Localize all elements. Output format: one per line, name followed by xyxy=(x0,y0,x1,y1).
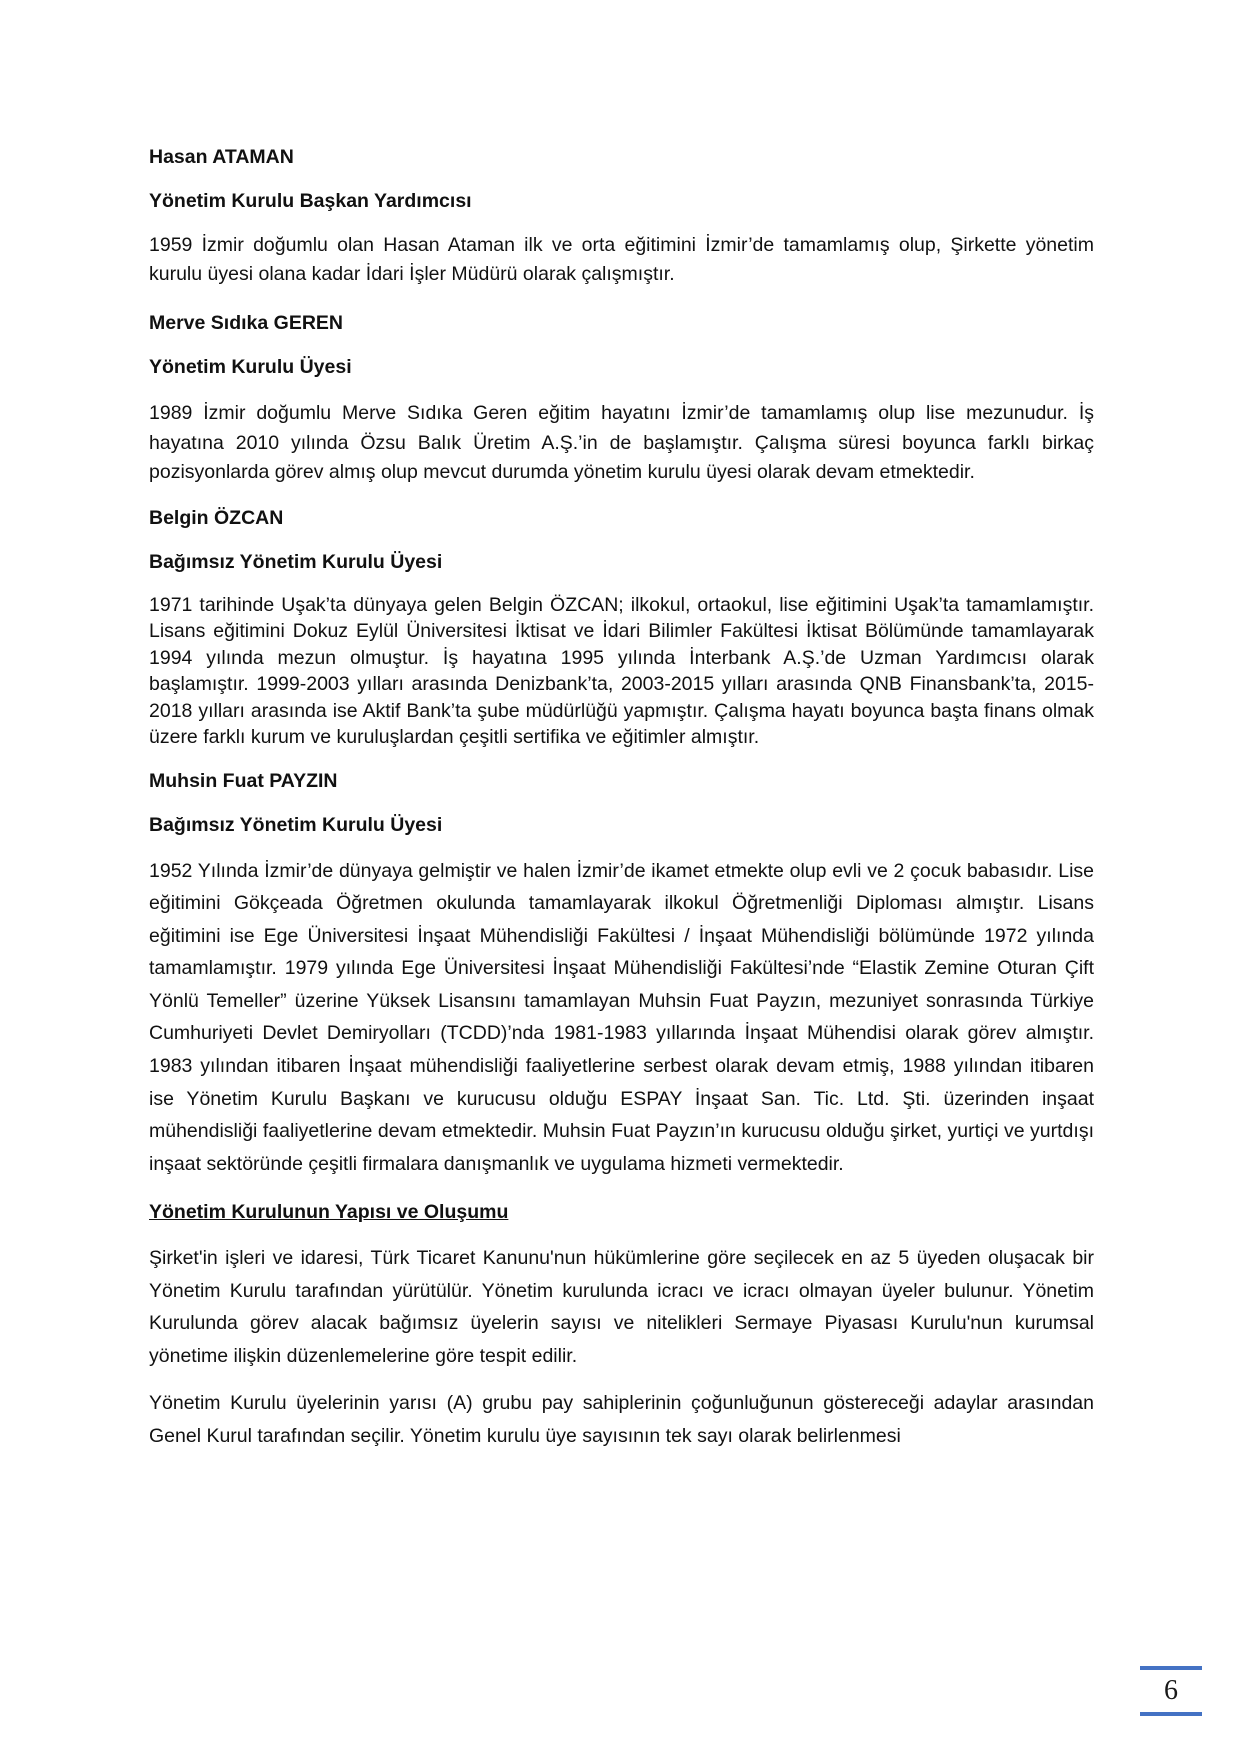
person-role: Yönetim Kurulu Başkan Yardımcısı xyxy=(149,190,472,212)
person-bio: 1989 İzmir doğumlu Merve Sıdıka Geren eğitim hayatını İzmir’de tamamlamış olup lise mezunudur. İş hayatına 2010 yılında Özsu Balık Üretim A.Ş.’in de başlamıştır. Çalışma süresi boyunca farklı birkaç pozisyonlarda görev almış olup mevcut durumda yönetim kurulu üyesi olarak devam etmektedir. xyxy=(149,402,1094,483)
person-name: Muhsin Fuat PAYZIN xyxy=(149,769,338,792)
person-role: Yönetim Kurulu Üyesi xyxy=(149,356,352,378)
person-bio: 1971 tarihinde Uşak’ta dünyaya gelen Belgin ÖZCAN; ilkokul, ortaokul, lise eğitimini Uşak’ta tamamlamıştır. Lisans eğitimini Dokuz Eylül Üniversitesi İktisat ve İdari Bilimler Fakültesi İktisat Bölümünde tamamlayarak 1994 yılında mezun olmuştur. İş hayatına 1995 yılında İnterbank A.Ş.’de Uzman Yardımcısı olarak başlamıştır. 1999-2003 yılları arasında Denizbank’ta, 2003-2015 yılları arasında QNB Finansbank’ta, 2015-2018 yılları arasında ise Aktif Bank’ta şube müdürlüğü yapmıştır. Çalışma hayatı boyunca başta finans olmak üzere farklı kurum ve kuruluşlardan çeşitli sertifika ve eğitimler almıştır. xyxy=(149,593,1094,748)
person-bio: 1952 Yılında İzmir’de dünyaya gelmiştir ve halen İzmir’de ikamet etmekte olup evli ve 2 çocuk babasıdır. Lise eğitimini Gökçeada Öğretmen okulunda tamamlayarak ilkokul Öğretmenliği Diploması almıştır. Lisans eğitimini ise Ege Üniversitesi İnşaat Mühendisliği Fakültesi / İnşaat Mühendisliği bölümünde 1972 yılında tamamlamıştır. 1979 yılında Ege Üniversitesi İnşaat Mühendisliği Fakültesi’nde “Elastik Zemine Oturan Çift Yönlü Temeller” üzerine Yüksek Lisansını tamamlayan Muhsin Fuat Payzın, mezuniyet sonrasında Türkiye Cumhuriyeti Devlet Demiryolları (TCDD)’nda 1981-1983 yıllarında İnşaat Mühendisi olarak görev almıştır. 1983 yılından itibaren İnşaat mühendisliği faaliyetlerine serbest olarak devam etmiş, 1988 yılından itibaren ise Yönetim Kurulu Başkanı ve kurucusu olduğu ESPAY İnşaat San. Tic. Ltd. Şti. üzerinden inşaat mühendisliği faaliyetlerine devam etmektedir. Muhsin Fuat Payzın’ın kurucusu olduğu şirket, yurtiçi ve yurtdışı inşaat sektöründe çeşitli firmalara danışmanlık ve uygulama hizmeti vermektedir. xyxy=(149,859,1094,1175)
board-structure-section xyxy=(149,1198,1094,1452)
person-bio: 1959 İzmir doğumlu olan Hasan Ataman ilk ve orta eğitimini İzmir’de tamamlamış olup, Şirkette yönetim kurulu üyesi olana kadar İdari İşler Müdürü olarak çalışmıştır. xyxy=(149,234,1094,285)
person-name: Merve Sıdıka GEREN xyxy=(149,312,343,334)
person-merve-sidika-geren xyxy=(149,309,1094,488)
page-number: 6 xyxy=(1164,1675,1178,1706)
page-number-box xyxy=(1140,1666,1202,1716)
person-name: Belgin ÖZCAN xyxy=(149,506,284,529)
person-name: Hasan ATAMAN xyxy=(149,146,294,168)
person-hasan-ataman xyxy=(149,143,1094,289)
person-muhsin-fuat-payzin xyxy=(149,767,1094,1181)
person-role: Bağımsız Yönetim Kurulu Üyesi xyxy=(149,813,443,836)
section-paragraph: Yönetim Kurulu üyelerinin yarısı (A) grubu pay sahiplerinin çoğunluğunun göstereceği adaylar arasından Genel Kurul tarafından seçilir. Yönetim kurulu üye sayısının tek sayı olarak belirlenmesi xyxy=(149,1392,1094,1447)
document-page xyxy=(149,143,1094,1467)
person-role: Bağımsız Yönetim Kurulu Üyesi xyxy=(149,550,443,573)
section-paragraph: Şirket'in işleri ve idaresi, Türk Ticaret Kanunu'nun hükümlerine göre seçilecek en az 5 üyeden oluşacak bir Yönetim Kurulu tarafından yürütülür. Yönetim kurulunda icracı ve icracı olmayan üyeler bulunur. Yönetim Kurulunda görev alacak bağımsız üyelerin sayısı ve nitelikleri Sermaye Piyasası Kurulu'nun kurumsal yönetime ilişkin düzenlemelerine göre tespit edilir. xyxy=(149,1247,1094,1367)
person-belgin-ozcan xyxy=(149,504,1094,751)
section-title: Yönetim Kurulunun Yapısı ve Oluşumu xyxy=(149,1201,509,1224)
